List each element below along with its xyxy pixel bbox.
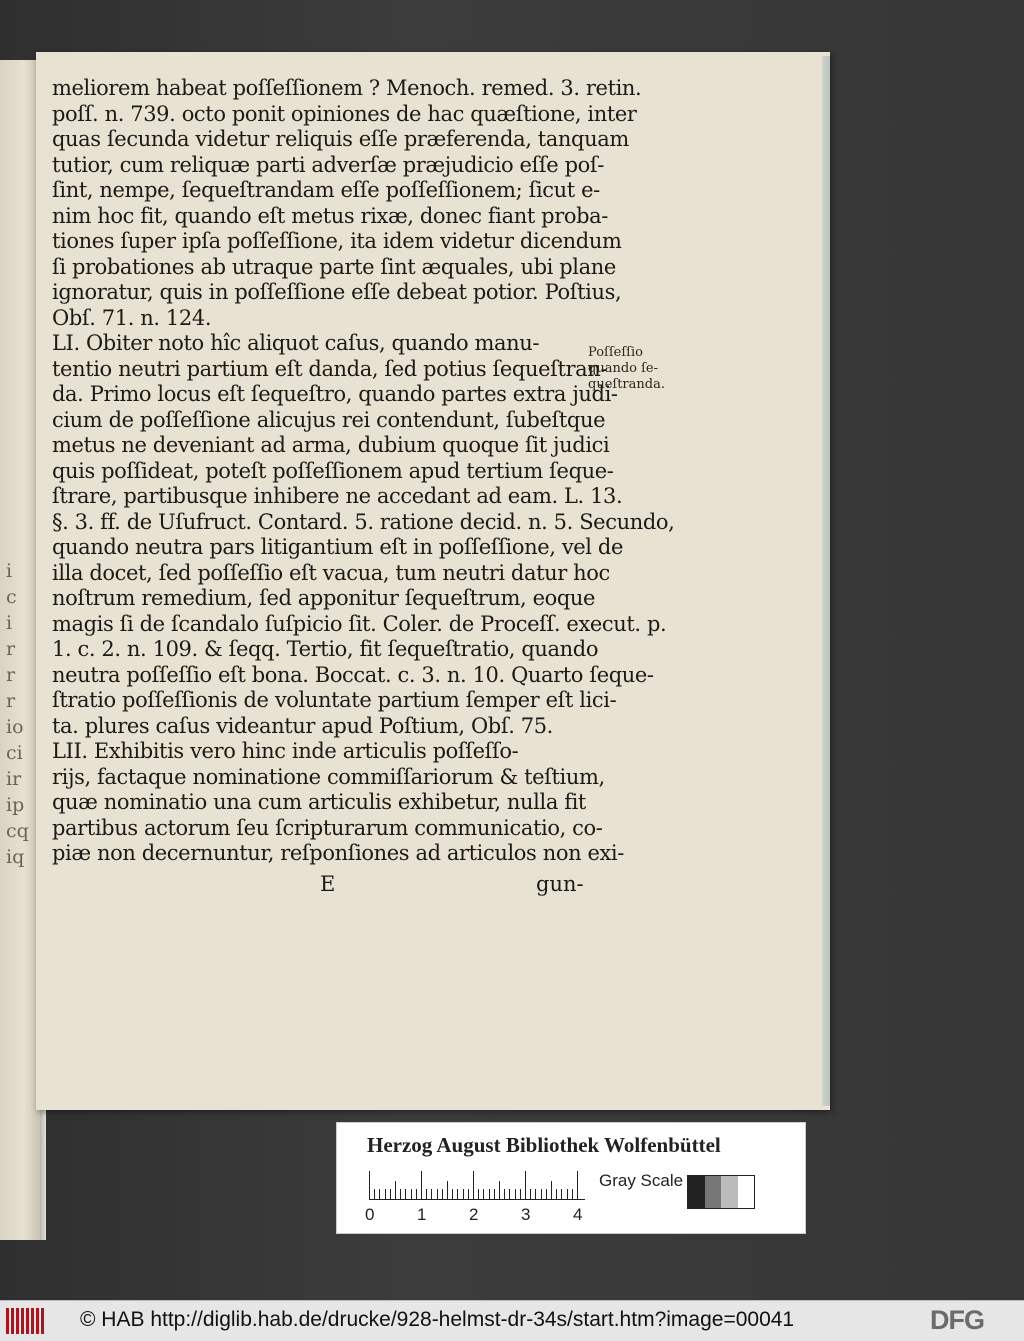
ruler-number: 0	[365, 1205, 375, 1224]
text-line: §. 3. ff. de Uſufruct. Contard. 5. ratione decid. n. 5. Secundo,	[52, 509, 675, 534]
ruler-tick	[509, 1189, 510, 1199]
margin-note-line: Poſſeſſio	[588, 345, 643, 360]
ruler-tick	[577, 1171, 578, 1199]
ruler-tick	[390, 1189, 391, 1199]
ruler-tick	[535, 1189, 536, 1199]
text-line: noſtrum remedium, ſed apponitur ſequeſtrum, eoque	[52, 586, 596, 610]
text-line: tentio neutri partium eſt danda, ſed potius ſequeſtran-	[52, 356, 608, 381]
previous-page-fragment: i	[6, 612, 13, 634]
ruler-tick	[541, 1189, 542, 1199]
ruler-tick	[426, 1189, 427, 1199]
ruler-number: 1	[417, 1205, 427, 1224]
previous-page-fragment: ip	[6, 794, 25, 816]
previous-page-fragment: r	[6, 690, 16, 712]
text-line: neutra poſſeſſio eſt bona. Boccat. c. 3. n. 10. Quarto ſeque-	[52, 662, 654, 687]
text-line: 1. c. 2. n. 109. & ſeqq. Tertio, fit ſequeſtratio, quando	[52, 637, 599, 661]
ruler-number: 4	[573, 1205, 583, 1224]
ruler-tick	[437, 1189, 438, 1199]
ruler-tick	[556, 1189, 557, 1199]
ruler-tick	[400, 1189, 401, 1199]
text-line: piæ non decernuntur, reſponſiones ad articulos non exi-	[52, 841, 624, 865]
ruler-tick	[546, 1189, 547, 1199]
dfg-logo: DFG	[930, 1305, 984, 1335]
ruler-tick	[457, 1189, 458, 1199]
margin-note	[588, 345, 678, 393]
text-line: ſi probationes ab utraque parte ſint æquales, ubi plane	[52, 254, 616, 279]
gray-scale-label: Gray Scale	[599, 1171, 684, 1190]
ruler-tick	[525, 1171, 526, 1199]
text-line: quando neutra pars litigantium eſt in poſſeſſione, vel de	[52, 535, 623, 559]
text-line: partibus actorum ſeu ſcripturarum communicatio, co-	[52, 815, 603, 840]
ruler-tick	[421, 1171, 422, 1199]
gray-swatch	[688, 1176, 705, 1208]
text-line: ta. plures caſus videantur apud Poſtium, Obſ. 75.	[52, 713, 553, 738]
text-line: ſint, nempe, ſequeſtrandam eſſe poſſeſſionem; ſicut e-	[52, 178, 600, 202]
library-title: Herzog August Bibliothek Wolfenbüttel	[367, 1133, 721, 1157]
ruler-tick	[561, 1189, 562, 1199]
text-line: meliorem habeat poſſeſſionem ? Menoch. remed. 3. retin.	[52, 76, 642, 100]
previous-page-fragment: ir	[6, 768, 22, 790]
hab-logo-icon	[6, 1307, 46, 1335]
previous-page-fragment: ci	[6, 742, 23, 764]
ruler-tick	[452, 1189, 453, 1199]
text-line: da. Primo locus eſt ſequeſtro, quando partes extra judi-	[52, 382, 618, 406]
ruler-tick	[416, 1189, 417, 1199]
ruler-number: 3	[521, 1205, 531, 1224]
ruler-tick	[385, 1189, 386, 1199]
text-line: metus ne deveniant ad arma, dubium quoque ſit judici	[52, 433, 610, 457]
ruler-tick	[431, 1189, 432, 1199]
signature-mark: E	[320, 872, 336, 896]
text-line: quas ſecunda videtur reliquis eſſe præferenda, tanquam	[52, 127, 629, 151]
text-line: illa docet, ſed poſſeſſio eſt vacua, tum neutri datur hoc	[52, 560, 610, 585]
gray-scale-swatch	[687, 1175, 755, 1209]
text-line: magis ſi de ſcandalo ſuſpicio ſit. Coler. de Proceſſ. execut. p.	[52, 611, 667, 636]
page-edge	[822, 56, 830, 1106]
ruler-tick	[499, 1181, 500, 1199]
previous-page-fragment: io	[6, 716, 24, 738]
previous-page-fragment: r	[6, 664, 16, 686]
ruler-tick	[572, 1189, 573, 1199]
text-line: tiones ſuper ipſa poſſeſſione, ita idem videtur dicendum	[52, 229, 622, 253]
library-label	[336, 1122, 806, 1234]
ruler-tick	[489, 1189, 490, 1199]
text-line: quæ nominatio una cum articulis exhibetur, nulla fit	[52, 790, 586, 814]
text-line: poſſ. n. 739. octo ponit opiniones de hac quæſtione, inter	[52, 101, 637, 126]
margin-note-line: queſtranda.	[588, 377, 665, 392]
ruler-number: 2	[469, 1205, 479, 1224]
ruler-tick	[483, 1189, 484, 1199]
text-line: LI. Obiter noto hîc aliquot caſus, quando manu-	[52, 331, 540, 355]
footer-bar	[0, 1300, 1024, 1341]
ruler-tick	[379, 1189, 380, 1199]
ruler-tick	[504, 1189, 505, 1199]
text-line: ignoratur, quis in poſſeſſione eſſe debeat potior. Poſtius,	[52, 280, 622, 304]
gray-swatch	[721, 1176, 738, 1208]
ruler-tick	[442, 1189, 443, 1199]
text-line: rijs, factaque nominatione commiſſariorum & teſtium,	[52, 764, 605, 789]
ruler-tick	[478, 1189, 479, 1199]
ruler-tick	[369, 1171, 370, 1199]
text-line: cium de poſſeſſione alicujus rei contendunt, ſubeſtque	[52, 407, 606, 432]
ruler-tick	[567, 1189, 568, 1199]
text-line: tutior, cum reliquæ parti adverſæ præjudicio eſſe poſ-	[52, 152, 604, 177]
ruler-tick	[405, 1189, 406, 1199]
text-line: quis poſſideat, poteſt poſſeſſionem apud tertium ſeque-	[52, 458, 614, 483]
ruler-tick	[473, 1171, 474, 1199]
ruler-tick	[447, 1181, 448, 1199]
footer-url[interactable]: © HAB http://diglib.hab.de/drucke/928-helmst-dr-34s/start.htm?image=00041	[80, 1308, 795, 1331]
ruler-tick	[494, 1189, 495, 1199]
ruler-tick	[374, 1189, 375, 1199]
previous-page-fragment: c	[6, 586, 17, 608]
gray-swatch	[738, 1176, 755, 1208]
previous-page-edge	[0, 60, 41, 1240]
margin-note-line: quando ſe-	[588, 361, 658, 376]
ruler-tick	[395, 1181, 396, 1199]
ruler-tick	[530, 1189, 531, 1199]
text-line: ſtratio poſſeſſionis de voluntate partium ſemper eſt lici-	[52, 688, 617, 712]
catchword: gun-	[536, 872, 584, 896]
text-line: LII. Exhibitis vero hinc inde articulis poſſeſſo-	[52, 739, 519, 763]
ruler-tick	[468, 1189, 469, 1199]
previous-page-fragment: iq	[6, 846, 25, 868]
gray-swatch	[705, 1176, 722, 1208]
ruler-tick	[411, 1189, 412, 1199]
previous-page-fragment: cq	[6, 820, 29, 842]
ruler-tick	[551, 1181, 552, 1199]
previous-page-fragment: r	[6, 638, 16, 660]
ruler-tick	[520, 1189, 521, 1199]
previous-page-fragment: i	[6, 560, 13, 582]
ruler-tick	[463, 1189, 464, 1199]
text-line: ſtrare, partibusque inhibere ne accedant ad eam. L. 13.	[52, 484, 623, 508]
ruler-tick	[515, 1189, 516, 1199]
scale-ruler	[369, 1171, 585, 1200]
text-line: Obſ. 71. n. 124.	[52, 305, 212, 330]
text-line: nim hoc fit, quando eſt metus rixæ, donec fiant proba-	[52, 203, 608, 228]
